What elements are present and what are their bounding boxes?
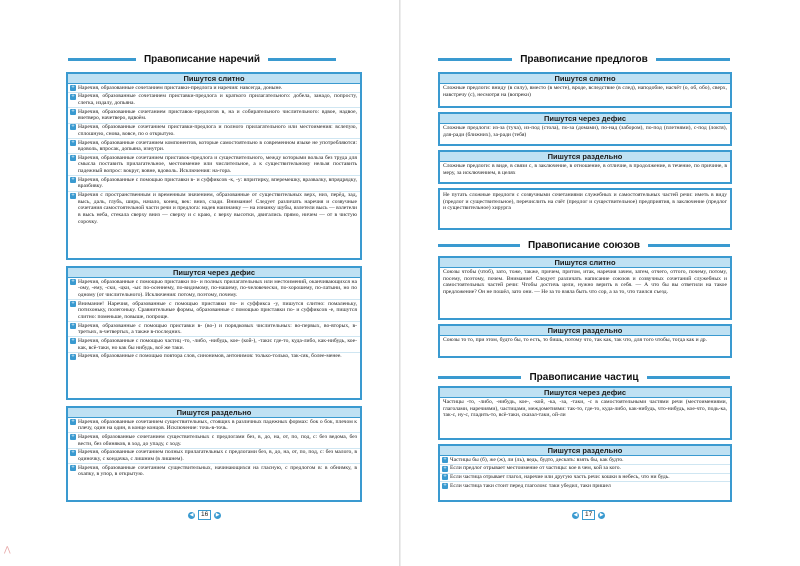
arrow-left-icon[interactable]: ◀ bbox=[573, 511, 578, 518]
card-items bbox=[440, 456, 730, 490]
item-text: Наречия с пространственным и временным значением, образованные от существительных верх, низ, перёд, зад, высь, даль, глубь, ширь, начало, конец, век: вниз, сзади. Внимание! Следует различать наречия и созвучные сочетания самостоятельной части речи и предлога: надев наизнанку — на изнанку шубы, взлетели высь — взлетели в высь неба, стекала сверху вниз — сверху и с краю, с верху высотки, двигались прямо, ничем — от в чистую сорочку. bbox=[78, 192, 357, 225]
card-part-hyphen bbox=[438, 386, 732, 440]
card-items bbox=[68, 278, 360, 360]
page-pager bbox=[188, 510, 221, 520]
card-conj-separate bbox=[438, 324, 732, 358]
item-text: Наречия, образованные сочетанием существительных, начинающихся на гласную, с предлогом в: в обнимку, в охапку, в упор, в открытую. bbox=[78, 464, 357, 478]
corner-mark: ⋀ bbox=[4, 545, 11, 554]
card-adverbs-separate bbox=[66, 406, 362, 502]
item-text: Если предлог отрывает местоимение от частицы: кое в чем, кой за кого. bbox=[450, 465, 621, 472]
list-item bbox=[68, 353, 360, 361]
list-item bbox=[68, 108, 360, 123]
item-text: Наречия, образованные сочетанием приставки-предлога и наречия: навсегда, доныне. bbox=[78, 84, 283, 91]
plus-icon: + bbox=[71, 278, 75, 284]
list-item bbox=[440, 456, 730, 465]
card-header: Пишутся через дефис bbox=[68, 268, 360, 278]
plus-icon: + bbox=[71, 177, 75, 183]
list-item bbox=[68, 464, 360, 478]
section-title-text: Правописание союзов bbox=[527, 239, 641, 251]
item-text: Наречия, образованные сочетанием полных прилагательных с предлогами без, в, до, на, от, по, под, с: без малого, в одиночку, с кондачка, с лишним (в лишнем). bbox=[78, 449, 357, 462]
plus-icon: + bbox=[71, 155, 75, 161]
card-text: Союзы то то, при этом, будто бы, то есть, то бишь, потому что, так как, так что, для того чтобы, тогда как и др. bbox=[443, 337, 708, 343]
title-rule bbox=[647, 376, 730, 379]
list-item bbox=[68, 322, 360, 337]
plus-icon: + bbox=[71, 139, 75, 145]
right-page bbox=[400, 0, 800, 566]
page-pager bbox=[572, 510, 605, 520]
plus-icon: + bbox=[71, 418, 75, 424]
title-rule bbox=[438, 244, 520, 247]
item-text: Наречия, образованные сочетанием компонентов, которые самостоятельно в современном языке не употребляются: вдоволь, впросак, допьяна, изнутри. bbox=[78, 139, 357, 153]
title-rule bbox=[438, 58, 512, 61]
plus-icon: + bbox=[71, 322, 75, 328]
page-number: 17 bbox=[582, 510, 595, 520]
arrow-right-icon[interactable]: ▶ bbox=[599, 511, 604, 518]
plus-icon: + bbox=[71, 192, 75, 198]
item-text: Если частица таки стоит перед глаголом: таки убедил, таки пришел bbox=[450, 482, 611, 489]
item-text: Наречия, образованные сочетанием приставки-предлога и полного прилагательного или местоимения: вслепую, сплошную, снова, вовсе, по о открытую. bbox=[78, 124, 357, 137]
list-item bbox=[68, 124, 360, 139]
section-title-text: Правописание частиц bbox=[529, 371, 639, 383]
card-text: Не путать сложные предлоги с созвучными сочетаниями служебных и самостоятельных частей речи: иметь в виду (предлог и существительное), перечислить на счёт (предлог и существительное) предприятия, в заключение (предлог и существительное) хирурга bbox=[443, 192, 727, 212]
section-title-conjunctions bbox=[438, 238, 730, 252]
card-prep-hyphen bbox=[438, 112, 732, 146]
list-item bbox=[68, 449, 360, 464]
list-item bbox=[68, 139, 360, 154]
plus-icon: + bbox=[71, 124, 75, 130]
plus-icon: + bbox=[71, 449, 75, 455]
item-text: Если частица отрывает глагол, наречие или другую часть речи: кошки в небесь, что ни будь. bbox=[450, 474, 670, 481]
title-rule bbox=[268, 58, 336, 61]
list-item bbox=[68, 300, 360, 322]
card-text: Союзы чтобы (чтоб), зато, тоже, также, причем, притом, итак, наречия зачем, затем, отчего, оттого, почему, потому, посему, поэтому, почем. Внимание! Следует различать написание союзов и созвучных сочетаний служебных и самостоятельных частей речи: Чтобы достичь цели, нужно верить в себя. — А что бы вы ответили на такое предложение? Он не пошёл, зато они. — Не за то взяла быть что сор, а за то, что таился съезд. bbox=[443, 269, 727, 295]
item-text: Наречия, образованные сочетанием приставок-предлога и существительного, между которыми вольза без труда для смысла поставить прилагательное, местоимение или числительное, а к существительному нельзя поставить падежный вопрос: вокруг, вовне, вдоволь. Исключения: на-гора. bbox=[78, 154, 357, 175]
plus-icon: + bbox=[71, 338, 75, 344]
plus-icon: + bbox=[71, 84, 75, 90]
card-header: Пишутся раздельно bbox=[440, 446, 730, 456]
title-rule bbox=[648, 244, 730, 247]
list-item bbox=[68, 84, 360, 93]
card-header: Пишутся через дефис bbox=[440, 114, 730, 124]
title-rule bbox=[656, 58, 730, 61]
item-text: Наречия, образованные сочетанием приставок-предлогов в, на и собирательного числительного: вдвое, надвое, вчетверо, начетверо, вдвоём. bbox=[78, 108, 357, 122]
item-text: Наречия, образованные сочетанием существительных, стоящих в различных падежных формах: бок о бок, плечом к плечу, один на один, в конце концов. Исключение: точь-в-точь. bbox=[78, 418, 357, 432]
card-header: Пишутся слитно bbox=[68, 74, 360, 84]
card-header: Пишутся слитно bbox=[440, 258, 730, 268]
item-text: Наречия, образованные с помощью приставки в- (во-) и порядковых числительных: во-первых, во-вторых, в-третьих, в-четвертых, а также в-последних. bbox=[78, 322, 357, 336]
card-header: Пишутся слитно bbox=[440, 74, 730, 84]
plus-icon: + bbox=[71, 353, 75, 359]
card-adverbs-hyphen bbox=[66, 266, 362, 400]
item-text: Наречия, образованные с помощью приставки по- и полных прилагательных или местоимений, оканчивающихся на -ому, -ему, -ски, -цки, -ьи: по-осеннему, по-видимому, по-нашему, по-человечески, по-хорошему, по-латыни, но по одному (от числительного). Исключения: потому, поэтому, почему. bbox=[78, 278, 357, 298]
section-title-particles bbox=[438, 370, 730, 384]
plus-icon: + bbox=[443, 456, 447, 462]
card-text: Частицы -то, -либо, -нибудь, кое-, -кой, -ка, -за, -таки, -с в самостоятельными частями речи (местоимениями, глаголами, наречиями), частицами, междометиями: так-то, где-то, куда-либо, как-нибудь, что-нибудь, кое-что, подь-ка, так-с, ну-с, гладить-то, всё-таки, сказал-таки, ой-ли bbox=[443, 399, 727, 419]
item-text: Внимание! Наречия, образованные с помощью приставки по- и суффикса -у, пишутся слитно: помаленьку, потихоньку, полегоньку. Сравнительные формы, образованные с помощью приставки по- и суффиксов -е, пишутся слитно: поменьше, повыше, попроще. bbox=[78, 300, 357, 320]
plus-icon: + bbox=[71, 434, 75, 440]
card-header: Пишутся раздельно bbox=[440, 152, 730, 162]
list-item bbox=[68, 93, 360, 108]
page-number: 16 bbox=[198, 510, 211, 520]
card-prep-separate bbox=[438, 150, 732, 184]
card-text: Сложные предлоги: в виде, в связи с, в заключение, в отношение, в отличие, в продолжение, в течение, по причине, в меру, за исключением, в целях bbox=[443, 163, 727, 176]
list-item bbox=[440, 482, 730, 490]
list-item bbox=[440, 465, 730, 474]
list-item bbox=[68, 192, 360, 226]
list-item bbox=[68, 337, 360, 352]
plus-icon: + bbox=[71, 93, 75, 99]
item-text: Наречия, образованные с помощью приставки в- и суффиксов -к, -у: впритирку, вперемешку, вразвалку, впрядрядку, вразбивку. bbox=[78, 176, 357, 190]
section-title-adverbs bbox=[68, 52, 336, 66]
plus-icon: + bbox=[443, 465, 447, 471]
card-prep-together bbox=[438, 72, 732, 108]
item-text: Наречия, образованные с помощью частиц -то, -либо, -нибудь, кое- (кой-), -таки: где-то, куда-либо, как-нибудь, кое-как, всё-таки, но как бы нибудь, всё же таки. bbox=[78, 337, 357, 351]
title-rule bbox=[68, 58, 136, 61]
list-item bbox=[68, 154, 360, 176]
card-text: Сложные предлоги: вниду (в силу), вместо (в месте), вроде, вследствие (в след), наподобие, насчёт (о, об, обо), сверх, навстречу (с), несмотря на (вопреки) bbox=[443, 85, 727, 98]
plus-icon: + bbox=[71, 109, 75, 115]
item-text: Наречия, образованные сочетанием существительных с предлогами без, в, до, на, от, по, под, с: без ведома, без вести, без обиняков, в ход, до упаду, с ходу. bbox=[78, 433, 357, 447]
plus-icon: + bbox=[443, 474, 447, 480]
list-item bbox=[68, 433, 360, 448]
section-title-text: Правописание наречий bbox=[143, 53, 261, 65]
list-item bbox=[68, 176, 360, 191]
item-text: Наречия, образованные сочетанием приставки-предлога и краткого прилагательного: добела, занадо, попросту, слегка, издалу, допьяна. bbox=[78, 93, 357, 106]
card-prep-note bbox=[438, 188, 732, 230]
card-items bbox=[68, 418, 360, 479]
list-item bbox=[440, 474, 730, 483]
card-header: Пишутся раздельно bbox=[440, 326, 730, 336]
item-text: Частицы бы (б), же (ж), ли (ль), ведь, будто, дескать: взять бы, как будто. bbox=[450, 456, 624, 463]
arrow-right-icon[interactable]: ▶ bbox=[215, 511, 220, 518]
plus-icon: + bbox=[443, 483, 447, 489]
card-text: Сложные предлоги: из-за (туча), из-под (стола), по-за (домами), по-над (забором), по-под (плетнями), с-под (локтя), для-ради (ближних), за-ради (тебя) bbox=[443, 125, 727, 138]
plus-icon: + bbox=[71, 300, 75, 306]
arrow-left-icon[interactable]: ◀ bbox=[189, 511, 194, 518]
card-conj-together bbox=[438, 256, 732, 320]
card-header: Пишутся через дефис bbox=[440, 388, 730, 398]
card-header: Пишутся раздельно bbox=[68, 408, 360, 418]
plus-icon: + bbox=[71, 465, 75, 471]
card-part-separate bbox=[438, 444, 732, 502]
list-item bbox=[68, 278, 360, 300]
item-text: Наречия, образованные с помощью повтора слов, синонимов, антонимов: только-только, так-сяк, более-менее. bbox=[78, 353, 342, 360]
card-items bbox=[68, 84, 360, 226]
title-rule bbox=[438, 376, 521, 379]
section-title-text: Правописание предлогов bbox=[520, 53, 648, 65]
list-item bbox=[68, 418, 360, 433]
section-title-prepositions bbox=[438, 52, 730, 66]
card-adverbs-together bbox=[66, 72, 362, 260]
